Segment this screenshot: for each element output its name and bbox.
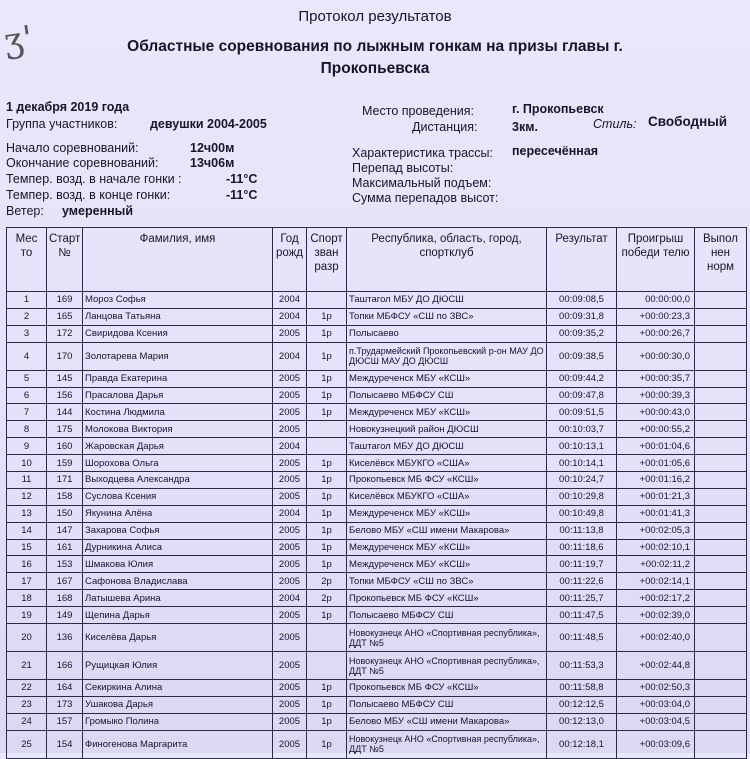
table-row (7, 455, 747, 472)
cell-bib: 154 (47, 730, 83, 758)
cell-year: 2005 (273, 387, 307, 404)
cell-name: Правда Екатерина (83, 370, 273, 387)
col-club: Республика, область, город, спортклуб (347, 228, 547, 292)
table-row (7, 539, 747, 556)
cell-year: 2005 (273, 522, 307, 539)
cell-club: Прокопьевск МБ ФСУ «КСШ» (347, 590, 547, 607)
cell-rank (307, 421, 347, 438)
cell-rank: 1р (307, 680, 347, 697)
cell-norm (695, 730, 747, 758)
cell-club: Новокузнецк АНО «Спортивная республика», ДДТ №5 (347, 624, 547, 652)
col-gap: Проигрыш победи телю (617, 228, 695, 292)
cell-gap: +00:00:55,2 (617, 421, 695, 438)
cell-result: 00:09:44,2 (547, 370, 617, 387)
cell-year: 2004 (273, 505, 307, 522)
cell-gap: +00:00:39,3 (617, 387, 695, 404)
cell-place: 1 (7, 292, 47, 309)
table-row (7, 421, 747, 438)
cell-result: 00:11:48,5 (547, 624, 617, 652)
table-row (7, 370, 747, 387)
cell-norm (695, 556, 747, 573)
cell-year: 2005 (273, 325, 307, 342)
cell-norm (695, 696, 747, 713)
cell-place: 22 (7, 680, 47, 697)
handwritten-mark: ʒ' (1, 18, 36, 62)
cell-club: Прокопьевск МБ ФСУ «КСШ» (347, 680, 547, 697)
cell-year: 2004 (273, 590, 307, 607)
cell-result: 00:11:18,6 (547, 539, 617, 556)
col-place: Мес то (7, 228, 47, 292)
style-label: Стиль: (593, 117, 637, 131)
cell-place: 19 (7, 607, 47, 624)
table-row (7, 387, 747, 404)
table-row (7, 607, 747, 624)
cell-year: 2005 (273, 488, 307, 505)
cell-norm (695, 539, 747, 556)
cell-result: 00:10:24,7 (547, 472, 617, 489)
group-label: Группа участников: (6, 117, 118, 131)
cell-norm (695, 404, 747, 421)
cell-rank: 1р (307, 607, 347, 624)
cell-rank: 1р (307, 455, 347, 472)
cell-year: 2005 (273, 421, 307, 438)
cell-norm (695, 387, 747, 404)
cell-place: 20 (7, 624, 47, 652)
cell-name: Суслова Ксения (83, 488, 273, 505)
cell-name: Молокова Виктория (83, 421, 273, 438)
cell-club: Новокузнецкий район ДЮСШ (347, 421, 547, 438)
table-row (7, 488, 747, 505)
cell-place: 10 (7, 455, 47, 472)
cell-place: 17 (7, 573, 47, 590)
cell-name: Шорохова Ольга (83, 455, 273, 472)
cell-club: Междуреченск МБУ «КСШ» (347, 556, 547, 573)
col-year: Год рожд (273, 228, 307, 292)
cell-result: 00:12:13,0 (547, 713, 617, 730)
cell-rank: 2р (307, 590, 347, 607)
cell-bib: 145 (47, 370, 83, 387)
cell-norm (695, 573, 747, 590)
cell-result: 00:11:53,3 (547, 652, 617, 680)
cell-place: 16 (7, 556, 47, 573)
table-row (7, 404, 747, 421)
temp-end-label: Темпер. возд. в конце гонки: (6, 188, 171, 202)
cell-year: 2004 (273, 292, 307, 309)
cell-gap: +00:03:09,6 (617, 730, 695, 758)
cell-year: 2005 (273, 713, 307, 730)
cell-rank: 1р (307, 696, 347, 713)
cell-result: 00:09:31,8 (547, 308, 617, 325)
cell-rank: 1р (307, 387, 347, 404)
cell-gap: +00:01:16,2 (617, 472, 695, 489)
cell-bib: 160 (47, 438, 83, 455)
cell-gap: +00:02:11,2 (617, 556, 695, 573)
cell-bib: 149 (47, 607, 83, 624)
cell-place: 6 (7, 387, 47, 404)
table-row (7, 573, 747, 590)
table-row (7, 472, 747, 489)
cell-name: Щепина Дарья (83, 607, 273, 624)
track-label: Характеристика трассы: (352, 146, 493, 160)
cell-club: Новокузнецк АНО «Спортивная республика», ДДТ №5 (347, 652, 547, 680)
cell-rank (307, 438, 347, 455)
cell-norm (695, 488, 747, 505)
cell-result: 00:11:58,8 (547, 680, 617, 697)
cell-name: Дурникина Алиса (83, 539, 273, 556)
cell-norm (695, 680, 747, 697)
cell-club: Киселёвск МБУКГО «США» (347, 488, 547, 505)
cell-rank (307, 624, 347, 652)
cell-rank (307, 652, 347, 680)
cell-year: 2005 (273, 680, 307, 697)
cell-club: Междуреченск МБУ «КСШ» (347, 370, 547, 387)
cell-rank: 1р (307, 325, 347, 342)
cell-norm (695, 308, 747, 325)
cell-name: Рущицкая Юлия (83, 652, 273, 680)
cell-norm (695, 370, 747, 387)
table-header-row (7, 228, 747, 292)
place-value: г. Прокопьевск (512, 102, 604, 116)
cell-place: 5 (7, 370, 47, 387)
cell-club: Прокопьевск МБ ФСУ «КСШ» (347, 472, 547, 489)
cell-bib: 165 (47, 308, 83, 325)
cell-rank: 2р (307, 573, 347, 590)
cell-gap: +00:03:04,5 (617, 713, 695, 730)
table-row (7, 308, 747, 325)
cell-result: 00:09:08,5 (547, 292, 617, 309)
cell-name: Ланцова Татьяна (83, 308, 273, 325)
cell-norm (695, 713, 747, 730)
cell-name: Киселёва Дарья (83, 624, 273, 652)
cell-place: 25 (7, 730, 47, 758)
cell-place: 15 (7, 539, 47, 556)
cell-bib: 161 (47, 539, 83, 556)
col-norm: Выпол нен норм (695, 228, 747, 292)
cell-result: 00:12:12,5 (547, 696, 617, 713)
table-row (7, 522, 747, 539)
cell-bib: 168 (47, 590, 83, 607)
cell-year: 2005 (273, 539, 307, 556)
cell-year: 2005 (273, 556, 307, 573)
cell-place: 13 (7, 505, 47, 522)
cell-norm (695, 421, 747, 438)
cell-year: 2005 (273, 404, 307, 421)
table-row (7, 438, 747, 455)
cell-norm (695, 472, 747, 489)
cell-club: Белово МБУ «СШ имени Макарова» (347, 713, 547, 730)
cell-bib: 147 (47, 522, 83, 539)
start-value: 12ч00м (190, 141, 235, 155)
cell-club: Междуреченск МБУ «КСШ» (347, 404, 547, 421)
cell-place: 7 (7, 404, 47, 421)
cell-gap: +00:02:39,0 (617, 607, 695, 624)
track-value: пересечённая (512, 144, 599, 158)
cell-bib: 159 (47, 455, 83, 472)
group-value: девушки 2004-2005 (150, 117, 267, 131)
cell-bib: 164 (47, 680, 83, 697)
competition-title (0, 36, 750, 80)
cell-club: Полысаево МБФСУ СШ (347, 696, 547, 713)
cell-name: Свиридова Ксения (83, 325, 273, 342)
wind-label: Ветер: (6, 204, 44, 218)
cell-norm (695, 455, 747, 472)
cell-name: Золотарева Мария (83, 342, 273, 370)
cell-gap: +00:02:14,1 (617, 573, 695, 590)
cell-rank: 1р (307, 522, 347, 539)
cell-club: Полысаево МБФСУ СШ (347, 607, 547, 624)
cell-name: Захарова Софья (83, 522, 273, 539)
cell-gap: +00:00:35,7 (617, 370, 695, 387)
cell-norm (695, 652, 747, 680)
cell-name: Шмакова Юлия (83, 556, 273, 573)
start-label: Начало соревнований: (6, 141, 139, 155)
cell-club: Топки МБФСУ «СШ по ЗВС» (347, 308, 547, 325)
col-rank: Спорт зван разр (307, 228, 347, 292)
cell-year: 2004 (273, 342, 307, 370)
cell-gap: 00:00:00,0 (617, 292, 695, 309)
table-row (7, 730, 747, 758)
cell-rank: 1р (307, 472, 347, 489)
cell-club: Новокузнецк АНО «Спортивная республика», ДДТ №5 (347, 730, 547, 758)
cell-rank: 1р (307, 730, 347, 758)
cell-gap: +00:02:10,1 (617, 539, 695, 556)
cell-result: 00:09:35,2 (547, 325, 617, 342)
cell-rank: 1р (307, 505, 347, 522)
end-value: 13ч06м (190, 156, 235, 170)
cell-club: Топки МБФСУ «СШ по ЗВС» (347, 573, 547, 590)
cell-gap: +00:01:41,3 (617, 505, 695, 522)
cell-gap: +00:00:43,0 (617, 404, 695, 421)
cell-gap: +00:01:04,6 (617, 438, 695, 455)
cell-bib: 175 (47, 421, 83, 438)
place-label: Место проведения: (362, 104, 474, 118)
cell-rank (307, 292, 347, 309)
cell-norm (695, 505, 747, 522)
distance-label: Дистанция: (412, 120, 478, 134)
cell-name: Латышева Арина (83, 590, 273, 607)
cell-year: 2005 (273, 370, 307, 387)
cell-name: Выходцева Александра (83, 472, 273, 489)
table-row (7, 342, 747, 370)
cell-club: Белово МБУ «СШ имени Макарова» (347, 522, 547, 539)
cell-bib: 150 (47, 505, 83, 522)
cell-club: Полысаево (347, 325, 547, 342)
table-row (7, 624, 747, 652)
cell-norm (695, 590, 747, 607)
cell-name: Сафонова Владислава (83, 573, 273, 590)
cell-bib: 166 (47, 652, 83, 680)
cell-club: Таштагол МБУ ДО ДЮСШ (347, 292, 547, 309)
cell-result: 00:10:14,1 (547, 455, 617, 472)
cell-place: 23 (7, 696, 47, 713)
cell-norm (695, 292, 747, 309)
cell-result: 00:10:49,8 (547, 505, 617, 522)
cell-rank: 1р (307, 713, 347, 730)
cell-year: 2005 (273, 455, 307, 472)
table-row (7, 680, 747, 697)
table-row (7, 292, 747, 309)
cell-year: 2005 (273, 607, 307, 624)
cell-bib: 170 (47, 342, 83, 370)
cell-bib: 173 (47, 696, 83, 713)
temp-start-value: -11°С (226, 172, 258, 186)
cell-place: 18 (7, 590, 47, 607)
cell-year: 2005 (273, 573, 307, 590)
cell-place: 24 (7, 713, 47, 730)
cell-club: Междуреченск МБУ «КСШ» (347, 505, 547, 522)
cell-norm (695, 522, 747, 539)
cell-gap: +00:02:44,8 (617, 652, 695, 680)
cell-place: 12 (7, 488, 47, 505)
table-row (7, 590, 747, 607)
cell-result: 00:10:29,8 (547, 488, 617, 505)
cell-gap: +00:01:21,3 (617, 488, 695, 505)
cell-result: 00:09:51,5 (547, 404, 617, 421)
end-label: Окончание соревнований: (6, 156, 159, 170)
cell-result: 00:11:19,7 (547, 556, 617, 573)
cell-year: 2004 (273, 308, 307, 325)
cell-name: Ушакова Дарья (83, 696, 273, 713)
cell-norm (695, 438, 747, 455)
cell-name: Жаровская Дарья (83, 438, 273, 455)
cell-bib: 144 (47, 404, 83, 421)
cell-bib: 158 (47, 488, 83, 505)
cell-place: 21 (7, 652, 47, 680)
cell-club: п.Трудармейский Прокопьевский р-он МАУ ДО ДЮСШ МАУ ДО ДЮСШ (347, 342, 547, 370)
cell-bib: 167 (47, 573, 83, 590)
cell-norm (695, 325, 747, 342)
cell-name: Мороз Софья (83, 292, 273, 309)
table-row (7, 505, 747, 522)
cell-rank: 1р (307, 404, 347, 421)
max-climb-label: Максимальный подъем: (352, 176, 492, 190)
cell-norm (695, 342, 747, 370)
cell-year: 2005 (273, 472, 307, 489)
cell-rank: 1р (307, 539, 347, 556)
temp-end-value: -11°С (226, 188, 258, 202)
cell-result: 00:12:18,1 (547, 730, 617, 758)
cell-rank: 1р (307, 342, 347, 370)
cell-norm (695, 607, 747, 624)
cell-name: Прасалова Дарья (83, 387, 273, 404)
col-result: Результат (547, 228, 617, 292)
cell-bib: 156 (47, 387, 83, 404)
cell-result: 00:11:13,8 (547, 522, 617, 539)
cell-bib: 153 (47, 556, 83, 573)
cell-name: Громыко Полина (83, 713, 273, 730)
cell-club: Таштагол МБУ ДО ДЮСШ (347, 438, 547, 455)
cell-year: 2005 (273, 696, 307, 713)
table-row (7, 556, 747, 573)
cell-club: Киселёвск МБУКГО «США» (347, 455, 547, 472)
cell-gap: +00:02:40,0 (617, 624, 695, 652)
cell-result: 00:11:25,7 (547, 590, 617, 607)
cell-place: 11 (7, 472, 47, 489)
cell-gap: +00:02:05,3 (617, 522, 695, 539)
cell-place: 9 (7, 438, 47, 455)
cell-rank: 1р (307, 370, 347, 387)
cell-year: 2005 (273, 624, 307, 652)
cell-rank: 1р (307, 556, 347, 573)
results-table (6, 227, 747, 759)
table-row (7, 713, 747, 730)
page-title: Протокол результатов (298, 8, 452, 25)
cell-club: Междуреченск МБУ «КСШ» (347, 539, 547, 556)
distance-value: 3км. (512, 120, 538, 134)
cell-gap: +00:00:30,0 (617, 342, 695, 370)
competition-title-line2: Прокопьевска (320, 60, 430, 77)
cell-bib: 157 (47, 713, 83, 730)
cell-result: 00:11:47,5 (547, 607, 617, 624)
cell-gap: +00:02:17,2 (617, 590, 695, 607)
cell-gap: +00:02:50,3 (617, 680, 695, 697)
total-climb-label: Сумма перепадов высот: (352, 191, 499, 205)
cell-name: Костина Людмила (83, 404, 273, 421)
cell-rank: 1р (307, 308, 347, 325)
cell-norm (695, 624, 747, 652)
cell-name: Секиркина Алина (83, 680, 273, 697)
style-value: Свободный (648, 114, 728, 129)
cell-place: 3 (7, 325, 47, 342)
cell-bib: 171 (47, 472, 83, 489)
date: 1 декабря 2019 года (6, 100, 130, 114)
cell-name: Финогенова Маргарита (83, 730, 273, 758)
cell-club: Полысаево МБФСУ СШ (347, 387, 547, 404)
cell-result: 00:10:03,7 (547, 421, 617, 438)
cell-rank: 1р (307, 488, 347, 505)
cell-year: 2004 (273, 438, 307, 455)
competition-title-line1: Областные соревнования по лыжным гонкам на призы главы г. (127, 38, 623, 55)
table-row (7, 652, 747, 680)
cell-place: 14 (7, 522, 47, 539)
wind-value: умеренный (62, 204, 134, 218)
cell-place: 8 (7, 421, 47, 438)
cell-place: 2 (7, 308, 47, 325)
cell-bib: 169 (47, 292, 83, 309)
cell-place: 4 (7, 342, 47, 370)
cell-result: 00:09:38,5 (547, 342, 617, 370)
cell-result: 00:10:13,1 (547, 438, 617, 455)
cell-gap: +00:03:04,0 (617, 696, 695, 713)
col-bib: Старт № (47, 228, 83, 292)
cell-year: 2005 (273, 652, 307, 680)
cell-gap: +00:00:23,3 (617, 308, 695, 325)
height-diff-label: Перепад высоты: (352, 161, 454, 175)
temp-start-label: Темпер. возд. в начале гонки : (6, 172, 182, 186)
col-name: Фамилия, имя (83, 228, 273, 292)
cell-gap: +00:00:26,7 (617, 325, 695, 342)
cell-bib: 136 (47, 624, 83, 652)
table-row (7, 696, 747, 713)
cell-result: 00:09:47,8 (547, 387, 617, 404)
cell-bib: 172 (47, 325, 83, 342)
cell-result: 00:11:22,6 (547, 573, 617, 590)
cell-gap: +00:01:05,6 (617, 455, 695, 472)
cell-year: 2005 (273, 730, 307, 758)
table-row (7, 325, 747, 342)
cell-name: Якунина Алёна (83, 505, 273, 522)
